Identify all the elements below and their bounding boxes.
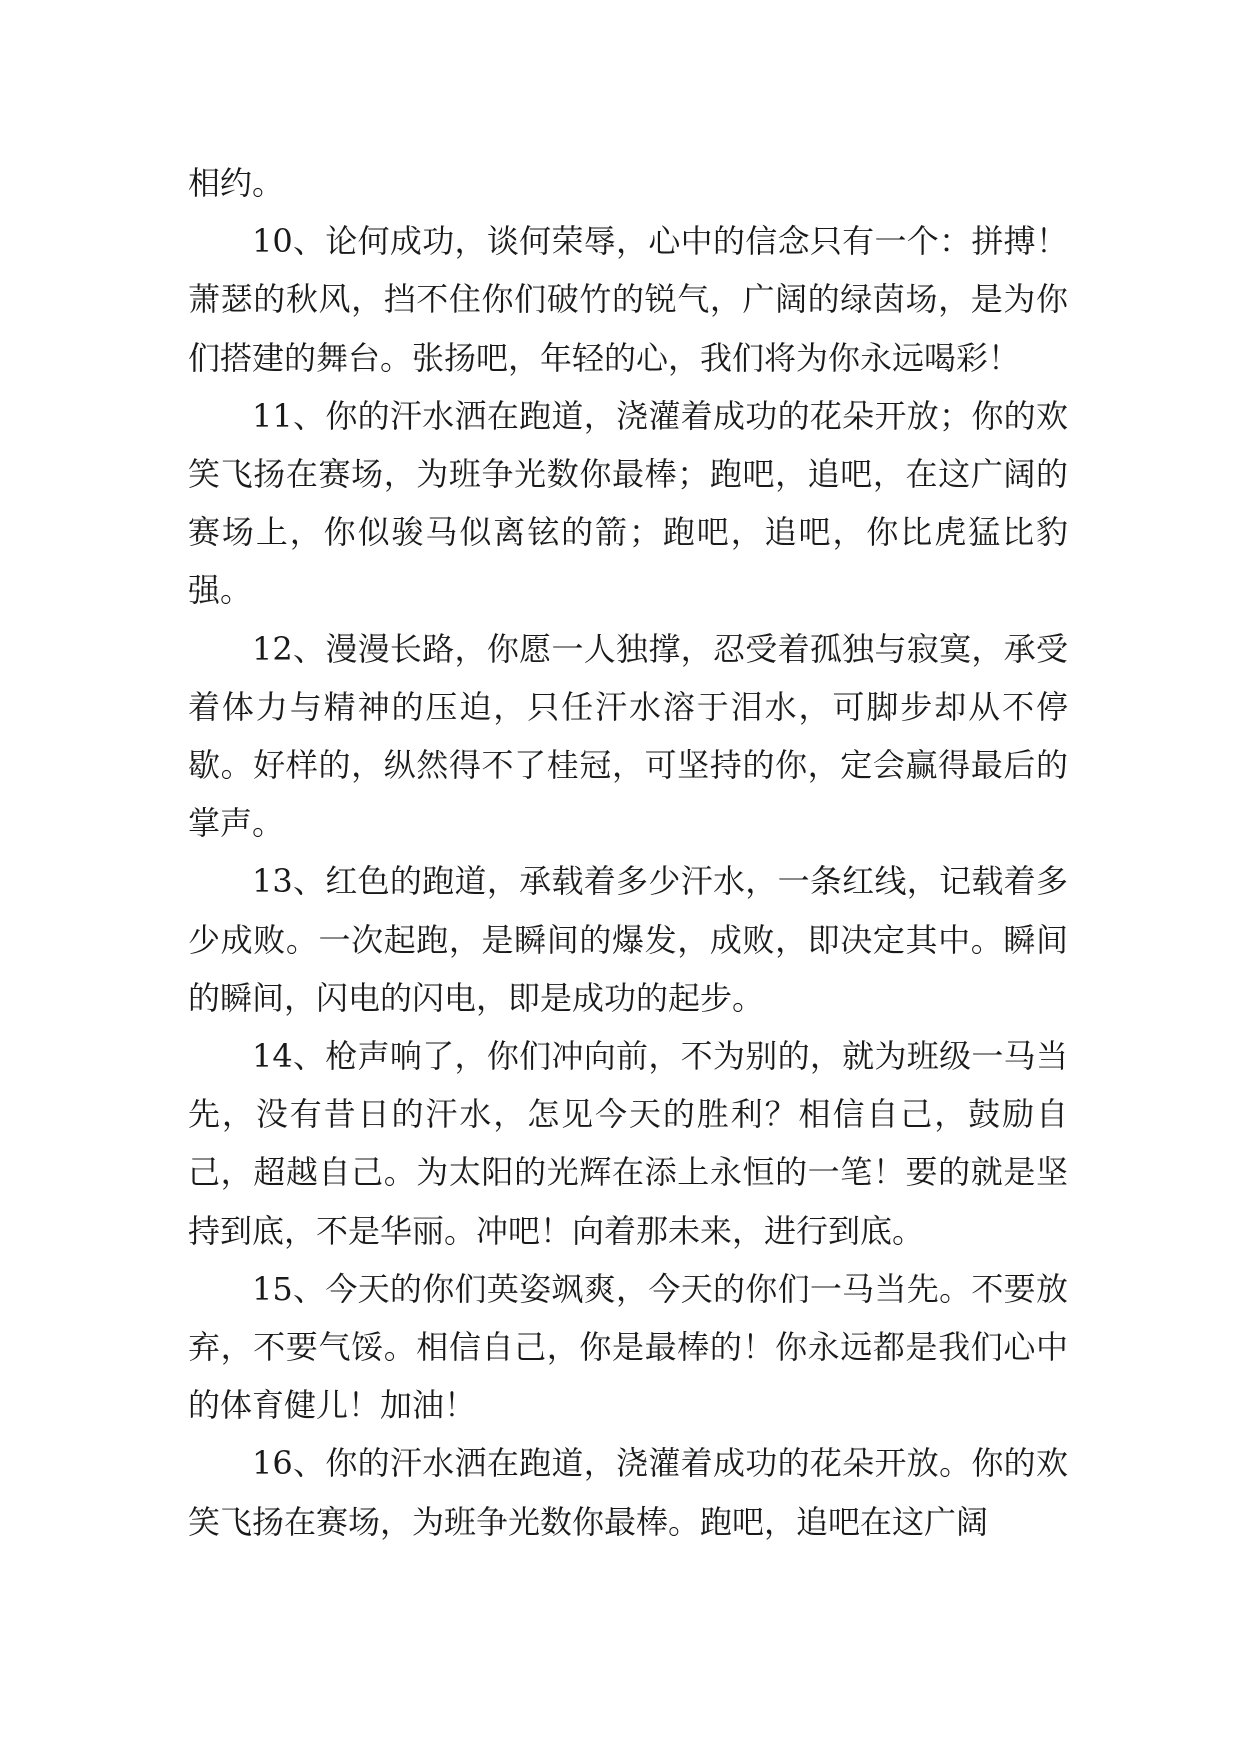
document-body — [188, 154, 1068, 1551]
paragraph-14: 14、枪声响了，你们冲向前，不为别的，就为班级一马当先，没有昔日的汗水，怎见今天的胜利？相信自己，鼓励自己，超越自己。为太阳的光辉在添上永恒的一笔！要的就是坚持到底，不是华丽。冲吧！向着那未来，进行到底。 — [188, 1037, 1068, 1250]
paragraph-12: 12、漫漫长路，你愿一人独撑，忍受着孤独与寂寞，承受着体力与精神的压迫，只任汗水溶于泪水，可脚步却从不停歇。好样的，纵然得不了桂冠，可坚持的你，定会赢得最后的掌声。 — [188, 629, 1068, 843]
paragraph-16: 16、你的汗水洒在跑道，浇灌着成功的花朵开放。你的欢笑飞扬在赛场，为班争光数你最棒。跑吧，追吧在这广阔 — [188, 1444, 1068, 1541]
paragraph-continuation: 相约。 — [188, 164, 285, 202]
paragraph-15: 15、今天的你们英姿飒爽，今天的你们一马当先。不要放弃，不要气馁。相信自己，你是最棒的！你永远都是我们心中的体育健儿！加油！ — [188, 1269, 1068, 1425]
paragraph-11: 11、你的汗水洒在跑道，浇灌着成功的花朵开放；你的欢笑飞扬在赛场，为班争光数你最棒；跑吧，追吧，在这广阔的赛场上，你似骏马似离铉的箭；跑吧，追吧，你比虎猛比豹强。 — [188, 396, 1068, 610]
paragraph-10: 10、论何成功，谈何荣辱，心中的信念只有一个：拼搏！萧瑟的秋风，挡不住你们破竹的锐气，广阔的绿茵场，是为你们搭建的舞台。张扬吧，年轻的心，我们将为你永远喝彩！ — [188, 222, 1068, 377]
paragraph-13: 13、红色的跑道，承载着多少汗水，一条红线，记载着多少成败。一次起跑，是瞬间的爆发，成败，即决定其中。瞬间的瞬间，闪电的闪电，即是成功的起步。 — [188, 862, 1068, 1017]
